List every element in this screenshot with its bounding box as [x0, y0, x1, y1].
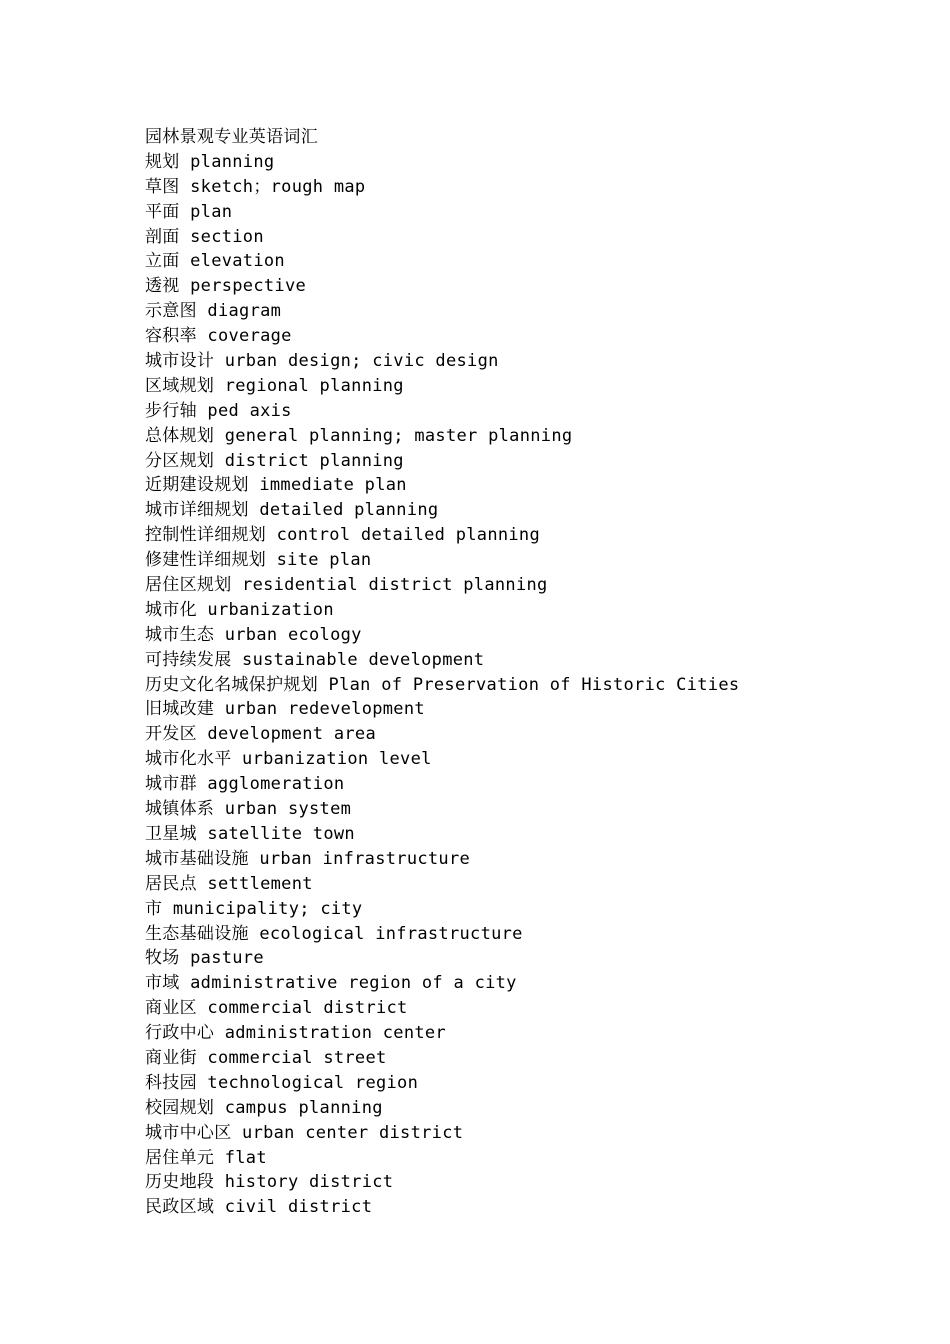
vocab-entry: 历史文化名城保护规划 Plan of Preservation of Historic Cities — [145, 674, 740, 695]
vocab-entry: 透视 perspective — [145, 276, 307, 297]
vocab-entry: 草图 sketch；rough map — [145, 176, 366, 197]
vocab-entry: 居住单元 flat — [145, 1147, 267, 1168]
vocab-entry: 商业区 commercial district — [145, 998, 408, 1019]
vocab-entry: 市 municipality; city — [145, 898, 363, 919]
vocab-entry: 居住区规划 residential district planning — [145, 575, 548, 596]
vocab-entry: 城市详细规划 detailed planning — [145, 500, 439, 521]
vocab-entry: 卫星城 satellite town — [145, 823, 355, 844]
vocab-entry: 校园规划 campus planning — [145, 1097, 383, 1118]
vocab-entry: 开发区 development area — [145, 724, 376, 745]
vocab-entry: 可持续发展 sustainable development — [145, 649, 485, 670]
vocab-entry: 总体规划 general planning; master planning — [145, 425, 573, 446]
vocab-entry: 平面 plan — [145, 201, 233, 222]
vocab-entry: 城市基础设施 urban infrastructure — [145, 848, 471, 869]
vocab-entry: 示意图 diagram — [145, 301, 282, 322]
vocab-entry: 近期建设规划 immediate plan — [145, 475, 407, 496]
vocab-entry: 立面 elevation — [145, 251, 285, 272]
vocab-entry: 剖面 section — [145, 226, 264, 247]
vocab-entry: 城市生态 urban ecology — [145, 624, 362, 645]
vocab-entry: 城镇体系 urban system — [145, 799, 352, 820]
vocab-entry: 城市群 agglomeration — [145, 774, 345, 795]
vocab-entry: 行政中心 administration center — [145, 1023, 446, 1044]
vocab-entry: 市域 administrative region of a city — [145, 973, 517, 994]
vocab-entry: 历史地段 history district — [145, 1172, 394, 1193]
vocab-entry: 控制性详细规划 control detailed planning — [145, 525, 541, 546]
document-title: 园林景观专业英语词汇 — [145, 127, 318, 147]
vocab-entry: 城市设计 urban design; civic design — [145, 351, 499, 372]
vocab-entry: 城市中心区 urban center district — [145, 1122, 464, 1143]
vocab-entry: 步行轴 ped axis — [145, 400, 292, 421]
vocab-entry: 城市化水平 urbanization level — [145, 749, 432, 770]
vocab-entry: 牧场 pasture — [145, 948, 264, 969]
vocab-entry: 规划 planning — [145, 151, 275, 172]
vocab-entry: 民政区域 civil district — [145, 1197, 373, 1218]
vocab-entry: 分区规划 district planning — [145, 450, 404, 471]
vocab-entry: 生态基础设施 ecological infrastructure — [145, 923, 523, 944]
document-page — [145, 125, 905, 1220]
vocab-entry: 商业街 commercial street — [145, 1047, 387, 1068]
vocab-entry: 城市化 urbanization — [145, 599, 334, 620]
vocab-entry: 修建性详细规划 site plan — [145, 550, 372, 571]
vocab-entry: 区域规划 regional planning — [145, 375, 404, 396]
vocab-entry: 旧城改建 urban redevelopment — [145, 699, 425, 720]
vocab-entry: 居民点 settlement — [145, 873, 313, 894]
vocab-entry: 科技园 technological region — [145, 1072, 419, 1093]
vocab-entry: 容积率 coverage — [145, 326, 292, 347]
